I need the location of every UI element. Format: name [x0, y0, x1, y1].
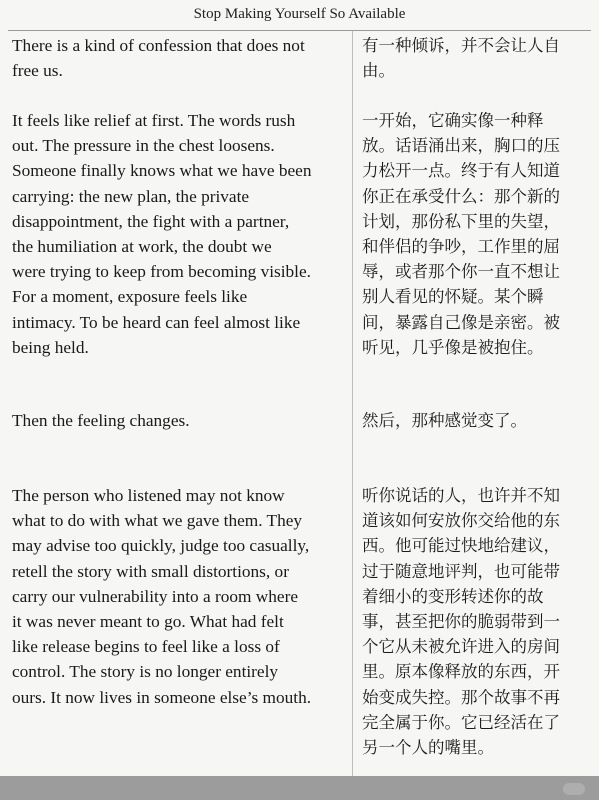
text-line: the humiliation at work, the doubt we — [12, 236, 272, 256]
text-line: like release begins to feel like a loss of — [12, 637, 280, 657]
text-line: 个它从未被允许进入的房间 — [362, 637, 560, 657]
text-line: 听见，几乎像是被抱住。 — [362, 337, 544, 357]
text-line: were trying to keep from becoming visible. — [12, 262, 311, 282]
text-line: control. The story is no longer entirely — [12, 662, 279, 682]
text-line: being held. — [12, 337, 89, 357]
text-line: The person who listened may not know — [12, 486, 285, 505]
text-line: disappointment, the fight with a partner, — [12, 211, 290, 231]
text-line: 完全属于你。它已经活在了 — [362, 712, 560, 732]
text-line: carry our vulnerability into a room where — [12, 586, 299, 606]
text-line: may advise too quickly, judge too casually, — [12, 536, 310, 556]
footer-bar — [0, 776, 599, 800]
text-line: free us. — [12, 61, 63, 81]
text-line: 有一种倾诉，并不会让人自 — [362, 36, 560, 55]
text-line: intimacy. To be heard can feel almost like — [12, 312, 301, 332]
text-line: Then the feeling changes. — [12, 411, 190, 430]
text-line: 西。他可能过快地给建议， — [362, 536, 560, 556]
text-line: 里。原本像释放的东西，开 — [362, 662, 560, 682]
paragraph-en-4 — [12, 483, 352, 710]
text-line: what to do with what we gave them. They — [12, 511, 303, 531]
text-line: 事，甚至把你的脆弱带到一 — [362, 611, 560, 631]
text-line: ours. It now lives in someone else’s mouth. — [12, 687, 312, 707]
text-line: 和伴侣的争吵，工作里的屈 — [362, 236, 560, 256]
text-line: 一开始，它确实像一种释 — [362, 111, 544, 130]
text-line: retell the story with small distortions, or — [12, 561, 289, 581]
paragraph-zh-3 — [362, 408, 592, 433]
text-line: 放。话语涌出来，胸口的压 — [362, 136, 560, 156]
text-line: Someone finally knows what we have been — [12, 161, 312, 181]
page-title: Stop Making Yourself So Available — [193, 6, 406, 22]
text-line: out. The pressure in the chest loosens. — [12, 136, 275, 156]
text-line: 由。 — [362, 61, 395, 81]
text-line: it was never meant to go. What had felt — [12, 611, 284, 631]
text-line: 过于随意地评判，也可能带 — [362, 561, 560, 581]
paragraph-en-2 — [12, 108, 352, 360]
text-line: 然后，那种感觉变了。 — [362, 411, 527, 430]
text-line: 道该如何安放你交给他的东 — [362, 511, 560, 531]
text-line: For a moment, exposure feels like — [12, 287, 248, 307]
text-line: 别人看见的怀疑。某个瞬 — [362, 287, 544, 307]
text-line: 始变成失控。那个故事不再 — [362, 687, 560, 707]
text-line: 间，暴露自己像是亲密。被 — [362, 312, 560, 332]
paragraph-en-3 — [12, 408, 352, 433]
text-line: 你正在承受什么：那个新的 — [362, 186, 560, 206]
paragraph-zh-1 — [362, 33, 592, 83]
watermark-badge — [563, 783, 585, 795]
text-line: 计划，那份私下里的失望， — [362, 211, 560, 231]
column-divider — [352, 31, 353, 776]
text-line: There is a kind of confession that does not — [12, 36, 305, 55]
text-line: 听你说话的人，也许并不知 — [362, 486, 560, 505]
text-line: 力松开一点。终于有人知道 — [362, 161, 560, 181]
text-line: 辱，或者那个你一直不想让 — [362, 262, 560, 282]
text-line: It feels like relief at first. The words rush — [12, 111, 296, 130]
text-line: 着细小的变形转述你的故 — [362, 586, 544, 606]
text-line: carrying: the new plan, the private — [12, 186, 250, 206]
paragraph-en-1 — [12, 33, 352, 83]
paragraph-zh-2 — [362, 108, 592, 360]
paragraph-zh-4 — [362, 483, 592, 760]
title-divider — [8, 30, 591, 31]
text-line: 另一个人的嘴里。 — [362, 737, 494, 757]
